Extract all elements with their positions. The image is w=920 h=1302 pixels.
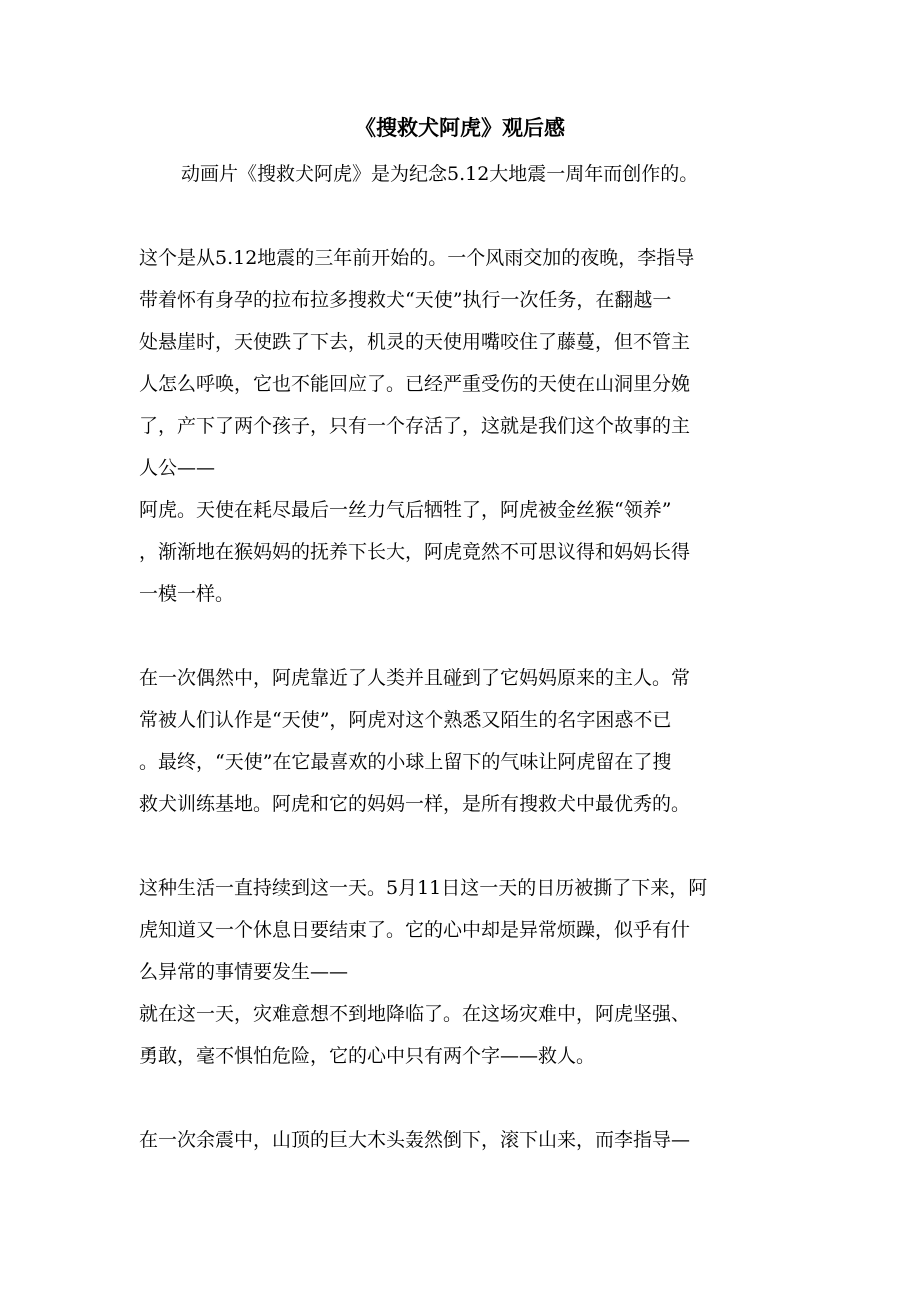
paragraph-2	[139, 657, 789, 825]
paragraph-1	[139, 237, 789, 615]
text-line: 这个是从5.12地震的三年前开始的。一个风雨交加的夜晚，李指导	[139, 247, 695, 269]
text-line: 么异常的事情要发生——	[139, 961, 349, 983]
text-line: 这种生活一直持续到这一天。5月11日这一天的日历被撕了下来，阿	[139, 877, 708, 899]
text-line: 了，产下了两个孩子，只有一个存活了，这就是我们这个故事的主	[139, 415, 691, 437]
text-line: ，渐渐地在猴妈妈的抚养下长大，阿虎竟然不可思议得和妈妈长得	[139, 541, 691, 563]
text-line: 在一次偶然中，阿虎靠近了人类并且碰到了它妈妈原来的主人。常	[139, 667, 691, 689]
text-line: 处悬崖时，天使跌了下去，机灵的天使用嘴咬住了藤蔓，但不管主	[139, 331, 691, 353]
text-line: 在一次余震中，山顶的巨大木头轰然倒下，滚下山来，而李指导—	[139, 1129, 691, 1151]
document-subtitle: 动画片《搜救犬阿虎》是为纪念5.12大地震一周年而创作的。	[181, 163, 699, 185]
document-title: 《搜救犬阿虎》观后感	[355, 115, 565, 140]
text-line: 常被人们认作是“天使”，阿虎对这个熟悉又陌生的名字困惑不已	[139, 709, 672, 731]
text-line: 人公——	[139, 457, 216, 479]
text-line: 阿虎。天使在耗尽最后一丝力气后牺牲了，阿虎被金丝猴“领养”	[139, 499, 672, 521]
text-line: 虎知道又一个休息日要结束了。它的心中却是异常烦躁，似乎有什	[139, 919, 691, 941]
text-line: 一模一样。	[139, 583, 235, 605]
text-line: 带着怀有身孕的拉布拉多搜救犬“天使”执行一次任务，在翻越一	[139, 289, 672, 311]
text-line: 就在这一天，灾难意想不到地降临了。在这场灾难中，阿虎坚强、	[139, 1003, 691, 1025]
paragraph-4	[139, 1119, 789, 1161]
text-line: 。最终，“天使”在它最喜欢的小球上留下的气味让阿虎留在了搜	[139, 751, 672, 773]
text-line: 勇敢，毫不惧怕危险，它的心中只有两个字——救人。	[139, 1045, 596, 1067]
text-line: 救犬训练基地。阿虎和它的妈妈一样，是所有搜救犬中最优秀的。	[139, 793, 691, 815]
paragraph-3	[139, 867, 789, 1077]
text-line: 人怎么呼唤，它也不能回应了。已经严重受伤的天使在山洞里分娩	[139, 373, 691, 395]
